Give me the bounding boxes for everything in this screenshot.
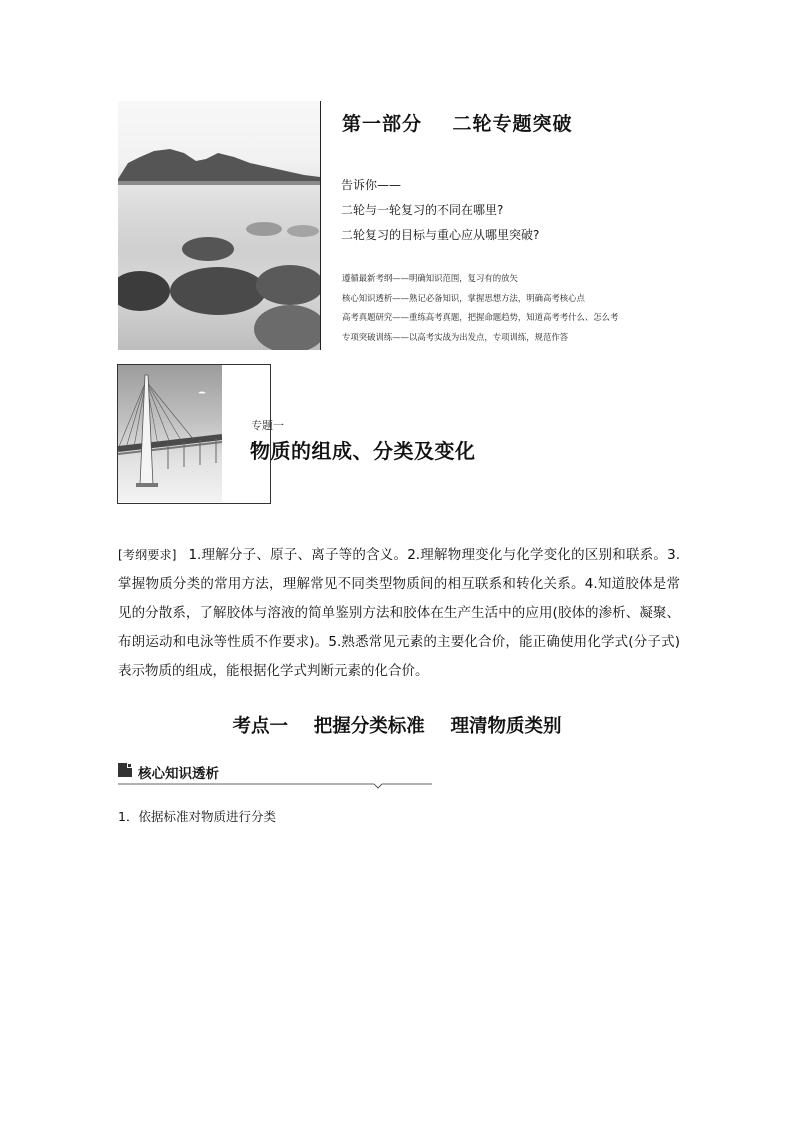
guide-line: 高考真题研究——重练高考真题，把握命题趋势，知道高考考什么、怎么考	[342, 312, 619, 322]
guide-line: 专项突破训练——以高考实战为出发点，专项训练，规范作答	[342, 331, 569, 342]
requirements-text: 1.理解分子、原子、离子等的含义。2.理解物理变化与化学变化的区别和联系。3.掌握物质分类的常用方法，理解常见不同类型物质间的相互联系和转化关系。4.知道胶体是常见的分散系，了解胶体与溶液的简单鉴别方法和胶体在生产生活中的应用(胶体的渗析、凝聚、布朗运动和电泳等性质不作要求)。5.熟悉常见元素的主要化合价，能正确使用化学式(分子式)表示物质的组成，能根据化学式判断元素的化合价。	[118, 547, 681, 679]
section-label: 核心知识透析	[138, 766, 219, 782]
hero-landscape-photo	[118, 101, 320, 350]
exam-point-title: 考点一 把握分类标准 理清物质类别	[232, 716, 562, 737]
tell-line: 告诉你——	[341, 178, 402, 192]
section-underline	[118, 783, 432, 789]
tell-line: 二轮复习的目标与重心应从哪里突破?	[341, 228, 540, 242]
tell-line: 二轮与一轮复习的不同在哪里?	[341, 203, 504, 217]
requirements-tag: [考纲要求]	[118, 548, 177, 562]
topic-title: 物质的组成、分类及变化	[250, 439, 476, 463]
section-square-icon	[118, 763, 132, 777]
section-header	[118, 762, 432, 786]
guide-line: 遵循最新考纲——明确知识范围，复习有的放矢	[342, 273, 518, 283]
bridge-photo	[118, 365, 222, 502]
hero-divider	[320, 101, 321, 350]
list-item-1: 1．依据标准对物质进行分类	[118, 809, 276, 824]
guide-line: 核心知识透析——熟记必备知识，掌握思想方法，明确高考核心点	[342, 292, 585, 303]
part-title: 第一部分 二轮专题突破	[342, 113, 573, 135]
topic-number: 专题一	[251, 419, 284, 432]
exam-requirements	[118, 541, 680, 686]
tell-you-block	[341, 173, 539, 248]
study-guide	[342, 269, 618, 347]
